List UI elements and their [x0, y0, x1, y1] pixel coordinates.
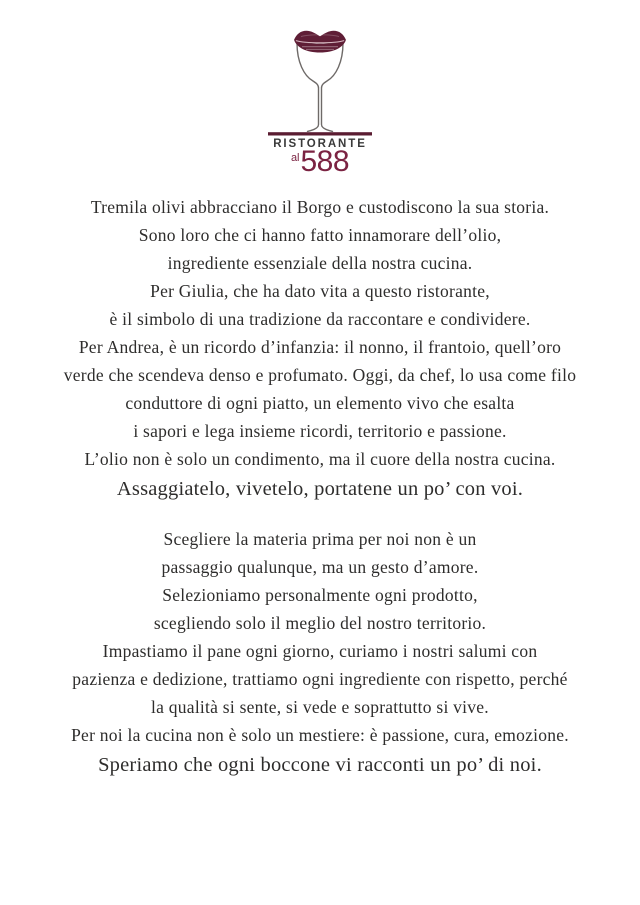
paragraph1-highlight: Assaggiatelo, vivetelo, portatene un po’ con voi.	[116, 478, 524, 500]
story-line: la qualità si sente, si vede e soprattutto si vive.	[151, 697, 489, 717]
restaurant-name: RISTORANTE	[273, 138, 367, 150]
story-line: verde che scendeva denso e profumato. Oggi, da chef, lo usa come filo	[63, 365, 577, 385]
story-line: Per Giulia, che ha dato vita a questo ristorante,	[150, 281, 490, 301]
story-line: Impastiamo il pane ogni giorno, curiamo i nostri salumi con	[102, 641, 538, 661]
paragraph-olive-story	[0, 193, 640, 504]
logo-number-prefix: al	[290, 152, 300, 164]
logo-number-value: 588	[300, 145, 350, 178]
story-line: pazienza e dedizione, trattiamo ogni ingrediente con rispetto, perché	[72, 669, 568, 689]
paragraph1-lines	[0, 193, 640, 473]
paragraph2-lines	[0, 525, 640, 749]
story-text	[0, 193, 640, 780]
lips-wine-glass-icon	[268, 28, 372, 136]
story-line: Tremila olivi abbracciano il Borgo e custodiscono la sua storia.	[90, 197, 550, 217]
story-line: i sapori e lega insieme ricordi, territorio e passione.	[133, 421, 507, 441]
paragraph-ingredients	[0, 525, 640, 780]
story-line: Per Andrea, è un ricordo d’infanzia: il nonno, il frantoio, quell’oro	[78, 337, 562, 357]
restaurant-number	[0, 147, 640, 177]
story-line: scegliendo solo il meglio del nostro territorio.	[153, 613, 487, 633]
restaurant-logo	[0, 0, 640, 177]
story-line: conduttore di ogni piatto, un elemento vivo che esalta	[125, 393, 515, 413]
story-line: è il simbolo di una tradizione da raccontare e condividere.	[109, 309, 531, 329]
story-line: Scegliere la materia prima per noi non è un	[163, 529, 477, 549]
story-line: ingrediente essenziale della nostra cucina.	[167, 253, 473, 273]
story-line: Sono loro che ci hanno fatto innamorare dell’olio,	[138, 225, 502, 245]
logo-base-bar	[268, 132, 372, 135]
story-line: passaggio qualunque, ma un gesto d’amore.	[161, 557, 479, 577]
paragraph2-highlight: Speriamo che ogni boccone vi racconti un po’ di noi.	[98, 754, 542, 776]
story-line: Selezioniamo personalmente ogni prodotto,	[162, 585, 478, 605]
story-line: Per noi la cucina non è solo un mestiere: è passione, cura, emozione.	[71, 725, 569, 745]
story-line: L’olio non è solo un condimento, ma il cuore della nostra cucina.	[84, 449, 556, 469]
